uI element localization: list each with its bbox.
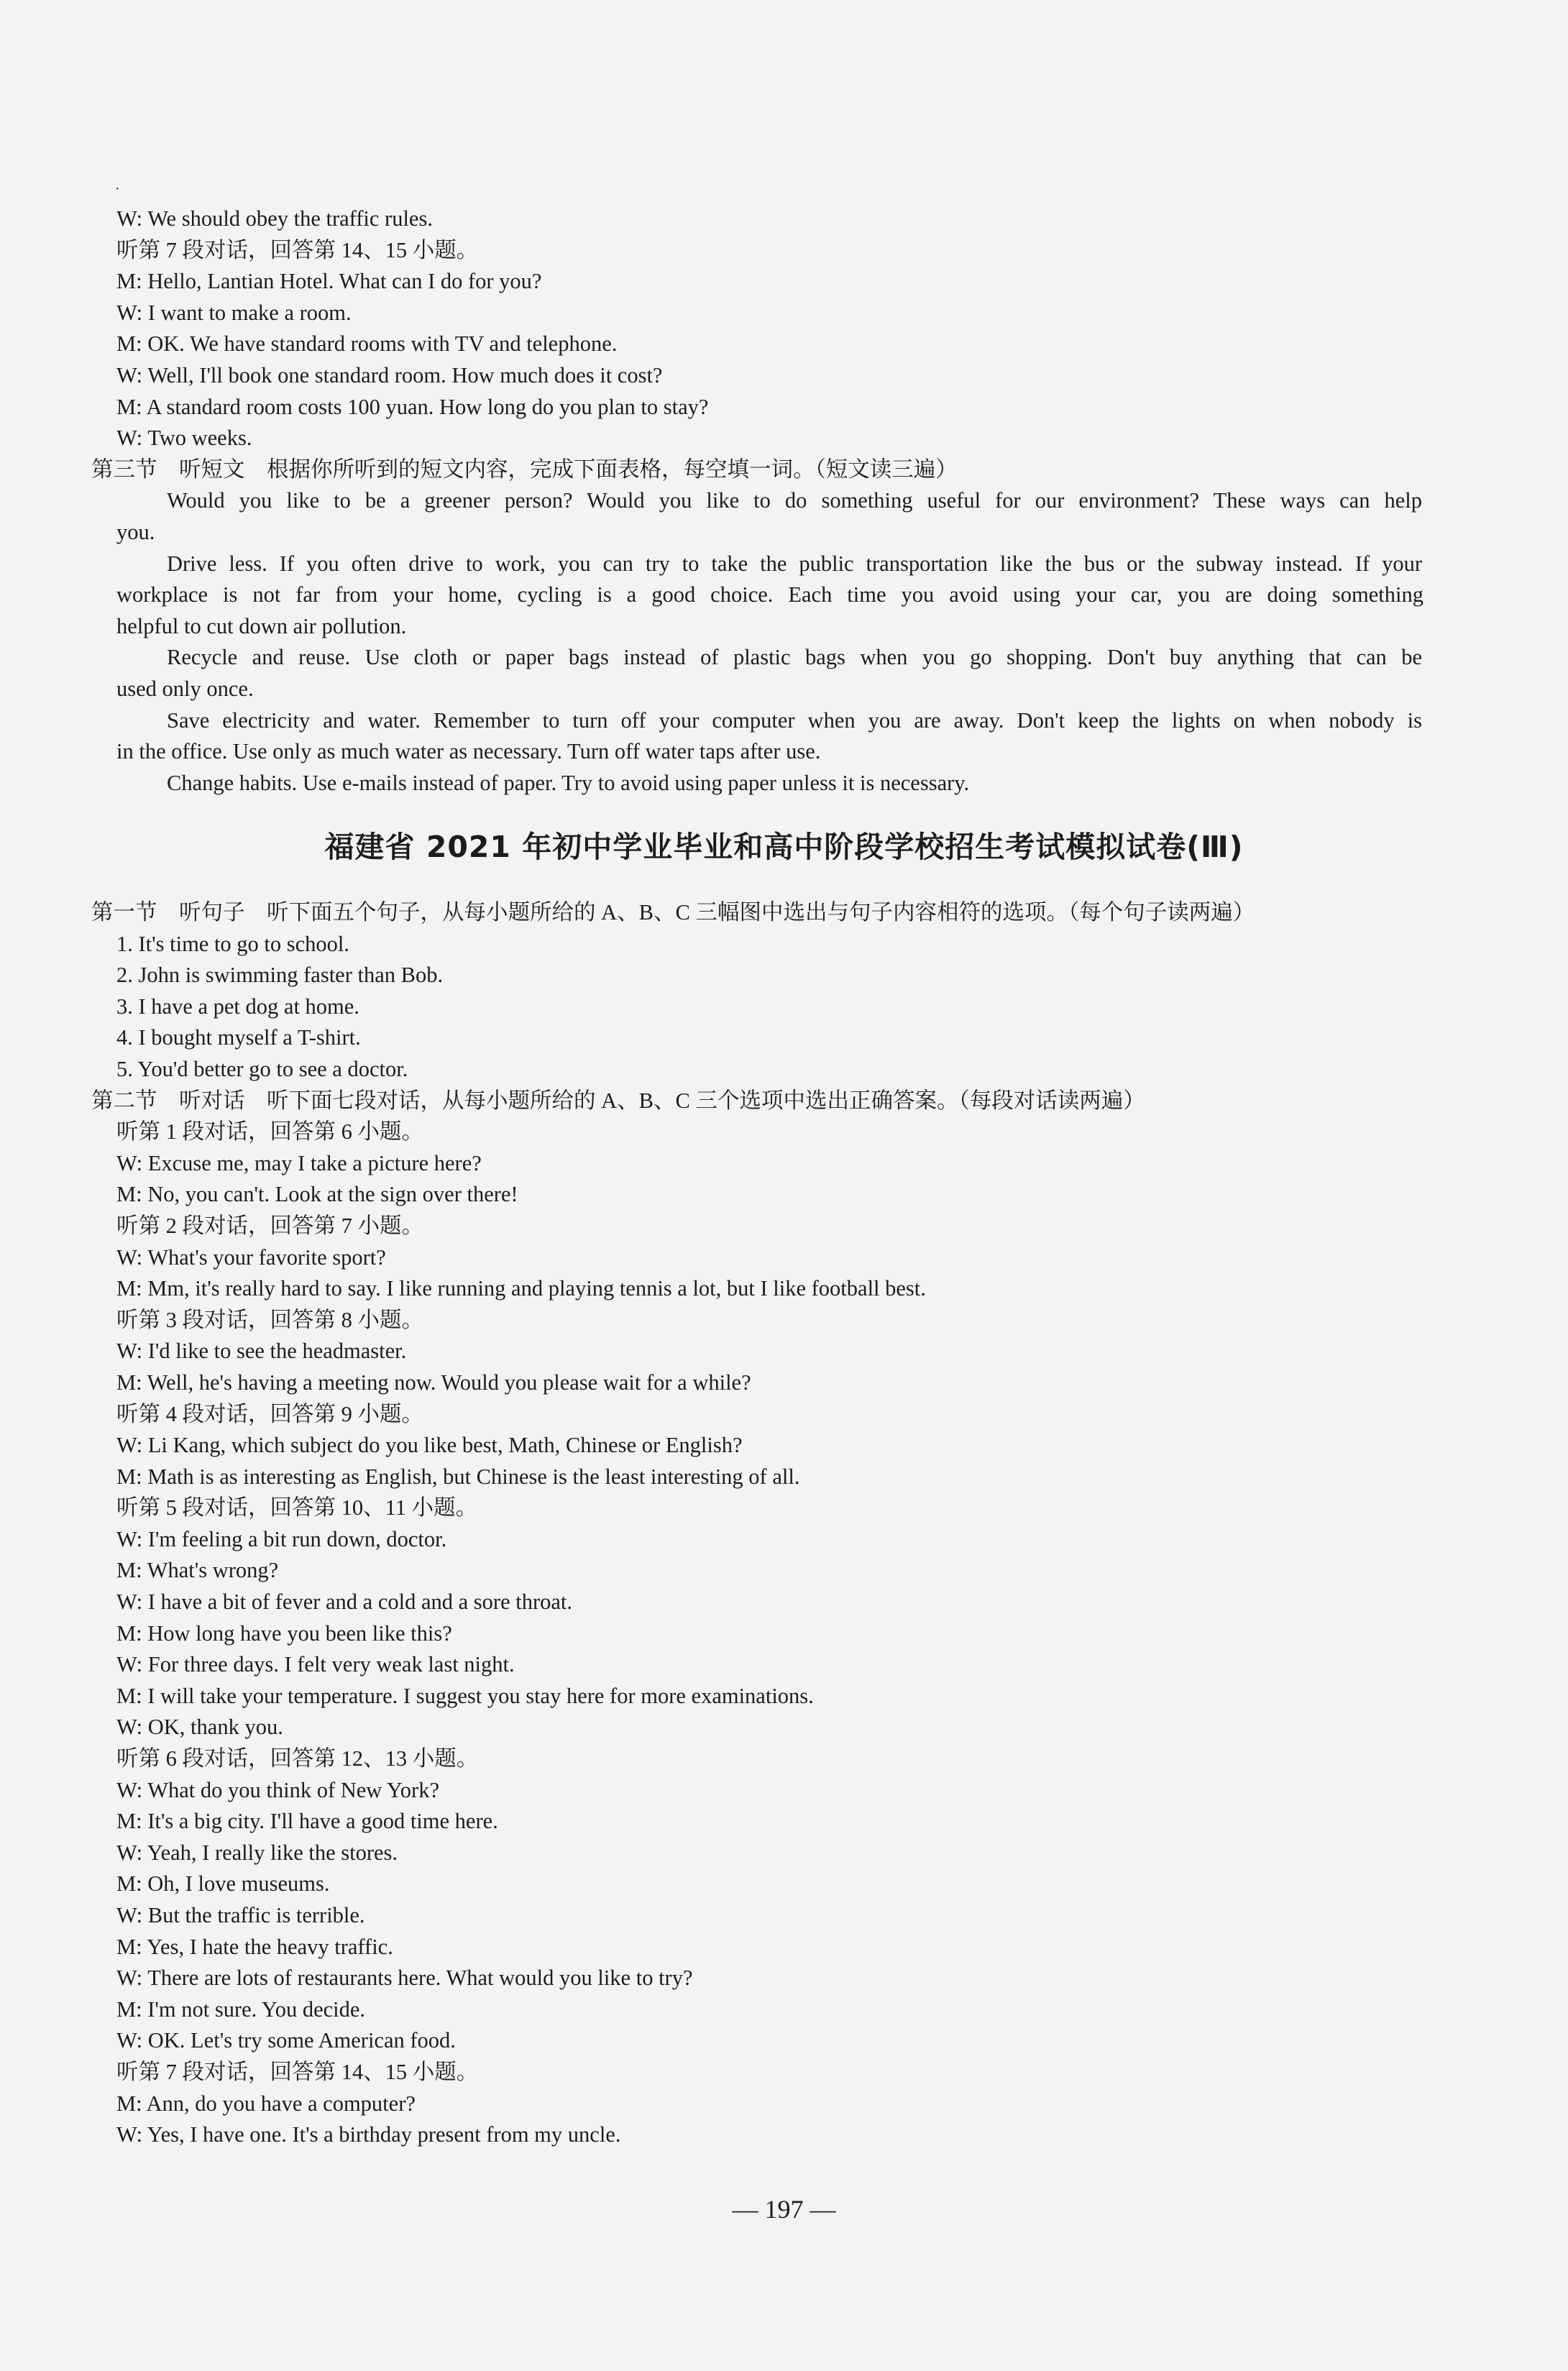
dialogue-line: W: Yeah, I really like the stores. [116, 1840, 398, 1865]
exam-body [0, 897, 1568, 2151]
dialogue-line: W: OK. Let's try some American food. [116, 2028, 456, 2053]
passage-line: Recycle and reuse. Use cloth or paper bags instead of plastic bags when you go shopping. Don't buy anything that can be [167, 645, 1422, 670]
sentence-line: 1. It's time to go to school. [116, 931, 350, 956]
dialogue-line: M: What's wrong? [116, 1558, 279, 1583]
dialogue-line: M: I will take your temperature. I suggest you stay here for more examinations. [116, 1683, 814, 1708]
sentence-line: 4. I bought myself a T-shirt. [116, 1025, 361, 1050]
section1-heading: 第一节 听句子 听下面五个句子，从每小题所给的 A、B、C 三幅图中选出与句子内容相符的选项。（每个句子读两遍） [91, 900, 1255, 925]
dialogue-line: M: It's a big city. I'll have a good time here. [116, 1809, 498, 1834]
dialogue-line: W: There are lots of restaurants here. What would you like to try? [116, 1966, 693, 1991]
passage-line: used only once. [116, 676, 254, 701]
sentence-line: 2. John is swimming faster than Bob. [116, 963, 444, 988]
dialogue-line: W: I'd like to see the headmaster. [116, 1339, 407, 1364]
dialogue-line: 听第 3 段对话，回答第 8 小题。 [116, 1307, 423, 1332]
top-transcript [0, 203, 1568, 799]
dialogue-line: M: Mm, it's really hard to say. I like running and playing tennis a lot, but I like football best. [116, 1276, 926, 1301]
dialogue-line: M: Ann, do you have a computer? [116, 2091, 416, 2116]
dialogue-line: W: What's your favorite sport? [116, 1244, 386, 1270]
dialogue-line: W: I'm feeling a bit run down, doctor. [116, 1526, 447, 1551]
passage-line: in the office. Use only as much water as necessary. Turn off water taps after use. [116, 739, 821, 764]
passage-line: Would you like to be a greener person? Would you like to do something useful for our environment? These ways can help [167, 488, 1422, 513]
dialogue-line: W: For three days. I felt very weak last night. [116, 1652, 515, 1677]
passage-line: Save electricity and water. Remember to turn off your computer when you are away. Don't keep the lights on when nobody is [167, 707, 1422, 733]
section2-heading: 第二节 听对话 听下面七段对话，从每小题所给的 A、B、C 三个选项中选出正确答案。（每段对话读两遍） [91, 1088, 1145, 1113]
dialogue-line: M: Well, he's having a meeting now. Would you please wait for a while? [116, 1370, 751, 1395]
stray-mark: · [115, 181, 120, 197]
dialogue-line: W: OK, thank you. [116, 1715, 283, 1740]
transcript-line: M: Hello, Lantian Hotel. What can I do for you? [116, 269, 542, 294]
passage-line: Drive less. If you often drive to work, you can try to take the public transportation like the bus or the subway instead. If your [167, 551, 1422, 576]
sentence-line: 3. I have a pet dog at home. [116, 994, 359, 1019]
exam-title: 福建省 2021 年初中学业毕业和高中阶段学校招生考试模拟试卷(Ⅲ) [324, 830, 1244, 864]
passage-line: helpful to cut down air pollution. [116, 613, 407, 638]
transcript-line: M: OK. We have standard rooms with TV and telephone. [116, 331, 618, 357]
section3-heading: 第三节 听短文 根据你所听到的短文内容，完成下面表格，每空填一词。（短文读三遍） [91, 457, 958, 482]
dialogue-line: 听第 4 段对话，回答第 9 小题。 [116, 1401, 423, 1426]
passage-line: Change habits. Use e-mails instead of paper. Try to avoid using paper unless it is necessary. [167, 770, 970, 795]
sentence-line: 5. You'd better go to see a doctor. [116, 1056, 408, 1081]
dialogue-line: M: Oh, I love museums. [116, 1871, 330, 1897]
dialogue-line: M: How long have you been like this? [116, 1620, 452, 1646]
dialogue-line: M: Yes, I hate the heavy traffic. [116, 1934, 393, 1959]
dialogue-line: M: I'm not sure. You decide. [116, 1996, 366, 2022]
transcript-line: W: Two weeks. [116, 426, 252, 451]
transcript-line: M: A standard room costs 100 yuan. How long do you plan to stay? [116, 394, 709, 419]
transcript-line: W: I want to make a room. [116, 300, 352, 325]
dialogue-line: 听第 6 段对话，回答第 12、13 小题。 [116, 1746, 479, 1771]
dialogue-line: M: No, you can't. Look at the sign over there! [116, 1182, 518, 1207]
dialogue-line: 听第 2 段对话，回答第 7 小题。 [116, 1213, 423, 1238]
dialogue-line: W: But the traffic is terrible. [116, 1903, 365, 1927]
dialogue-line: 听第 7 段对话，回答第 14、15 小题。 [116, 2059, 479, 2084]
page-number: — 197 — [732, 2195, 836, 2224]
passage-line: workplace is not far from your home, cycling is a good choice. Each time you avoid using your car, you are doing something [116, 582, 1423, 607]
dialogue-line: W: Li Kang, which subject do you like best, Math, Chinese or English? [116, 1433, 743, 1458]
transcript-line: 听第 7 段对话，回答第 14、15 小题。 [116, 237, 479, 262]
dialogue-line: 听第 1 段对话，回答第 6 小题。 [116, 1119, 423, 1145]
dialogue-line: W: I have a bit of fever and a cold and a sore throat. [116, 1590, 573, 1615]
dialogue-line: M: Math is as interesting as English, but Chinese is the least interesting of all. [116, 1464, 800, 1489]
dialogue-line: 听第 5 段对话，回答第 10、11 小题。 [116, 1495, 478, 1521]
dialogue-line: W: What do you think of New York? [116, 1777, 439, 1802]
transcript-line: W: Well, I'll book one standard room. How much does it cost? [116, 362, 663, 387]
transcript-line: W: We should obey the traffic rules. [116, 206, 433, 231]
dialogue-line: W: Yes, I have one. It's a birthday present from my uncle. [116, 2122, 621, 2147]
passage-line: you. [116, 519, 155, 544]
dialogue-line: W: Excuse me, may I take a picture here? [116, 1150, 482, 1175]
